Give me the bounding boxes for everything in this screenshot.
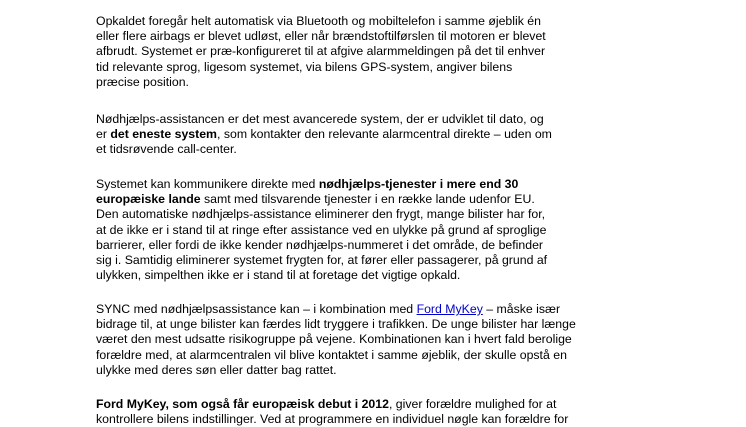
text-line: at de ikke er i stand til at ringe efter assistance ved en ulykke på grund af sproglige xyxy=(96,222,547,237)
text-line: SYNC med nødhjælpsassistance kan – i kombination med Ford MyKey – måske især xyxy=(96,302,561,316)
bold-phrase: det eneste system xyxy=(110,127,217,142)
text-line: bidrage til, at unge bilister kan færdes lidt tryggere i trafikken. De unge bilister har længe xyxy=(96,317,576,332)
text-line: Den automatiske nødhjælps-assistance eliminerer den frygt, mange bilister har for, xyxy=(96,207,546,222)
text-line: afbrudt. Systemet er præ-konfigureret til at afgive alarmmeldingen på det til enhver xyxy=(96,44,546,59)
paragraph-automatic-call xyxy=(96,14,656,90)
text-line: ulykken, simpelthen ikke er i stand til at foretage det vigtige opkald. xyxy=(96,268,461,283)
text-line: været den mest udsatte risikogruppe på vejene. Kombinationen kan i hvert fald berolige xyxy=(96,332,572,347)
ford-mykey-link[interactable]: Ford MyKey xyxy=(416,302,483,316)
text-line: Ford MyKey, som også får europæisk debut i 2012, giver forældre mulighed for at xyxy=(96,397,557,411)
text-line: tid relevante sprog, ligesom systemet, via bilens GPS-system, angiver bilens xyxy=(96,59,513,74)
text-line: præcise position. xyxy=(96,74,189,89)
bold-phrase: europæiske lande xyxy=(96,192,201,207)
text-line: kontrollere bilens indstillinger. Ved at programmere en individuel nøgle kan forældre for xyxy=(96,412,569,427)
text-line: europæiske lande samt med tilsvarende tjenester i en række lande udenfor EU. xyxy=(96,192,535,207)
text-line: et tidsrøvende call-center. xyxy=(96,142,237,157)
text-line: ulykke med deres søn eller datter bag rattet. xyxy=(96,362,337,377)
text-line: eller flere airbags er blevet udløst, eller når brændstoftilførslen til motoren er blevet xyxy=(96,29,546,44)
text-line: Nødhjælps-assistancen er det mest avancerede system, der er udviklet til dato, og xyxy=(96,112,544,126)
bold-phrase: Ford MyKey, som også får europæisk debut i 2012 xyxy=(96,397,389,411)
paragraph-sync-mykey xyxy=(96,302,656,378)
paragraph-mykey-debut xyxy=(96,397,656,427)
text-line: er det eneste system, som kontakter den relevante alarmcentral direkte – uden om xyxy=(96,127,552,142)
paragraph-advanced-system xyxy=(96,112,656,158)
text-line: Opkaldet foregår helt automatisk via Bluetooth og mobiltelefon i samme øjeblik én xyxy=(96,14,541,28)
text-line: Systemet kan kommunikere direkte med nødhjælps-tjenester i mere end 30 xyxy=(96,177,519,191)
text-line: barrierer, eller fordi de ikke kender nødhjælps-nummeret i det område, de befinder xyxy=(96,237,544,252)
paragraph-emergency-services xyxy=(96,177,656,283)
bold-phrase: nødhjælps-tjenester i mere end 30 xyxy=(318,177,519,191)
text-line: forældre med, at alarmcentralen vil blive kontaktet i samme øjeblik, der skulle opstå en xyxy=(96,347,567,362)
text-line: sig i. Samtidig eliminerer systemet frygten for, at fører eller passagerer, på grund af xyxy=(96,252,548,267)
